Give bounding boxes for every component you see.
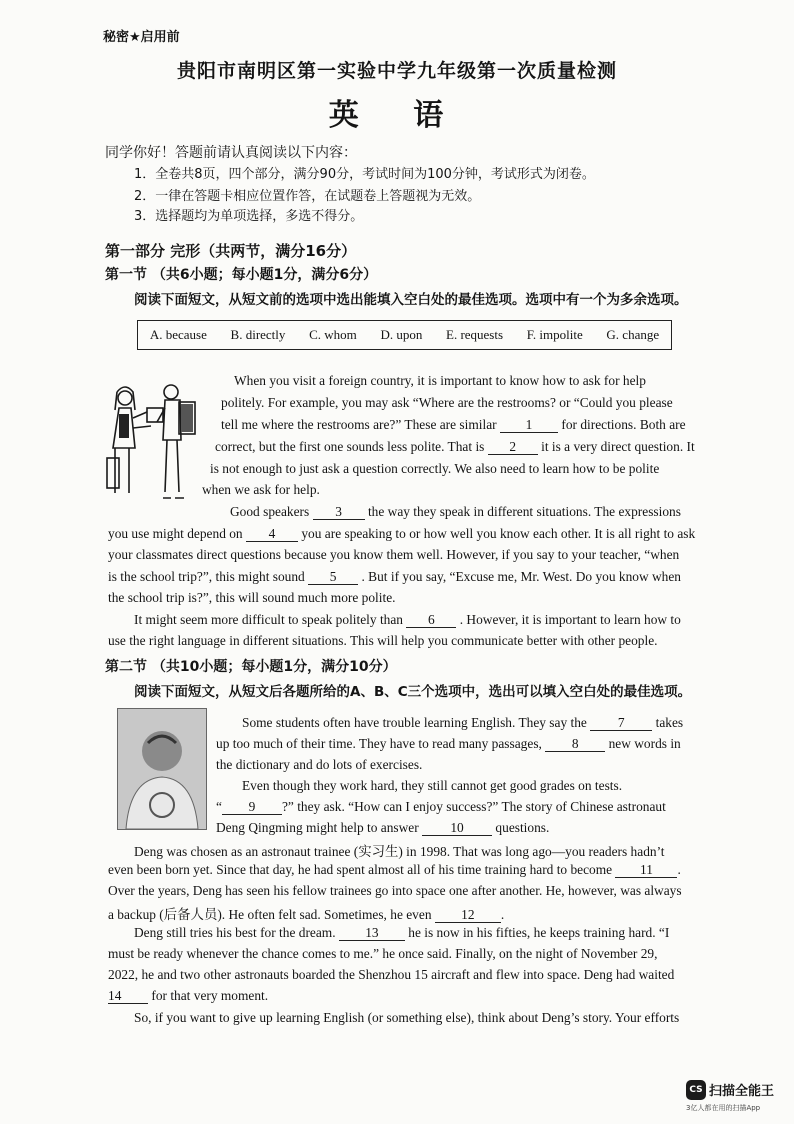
p2-line: 2022, he and two other astronauts boarded the Shenzhou 15 aircraft and flew into space. Deng had waited xyxy=(108,967,675,982)
option-d: D. upon xyxy=(380,327,423,342)
p2-line xyxy=(134,925,669,941)
p1-line xyxy=(108,569,681,585)
exam-title: 贵阳市南明区第一实验中学九年级第一次质量检测 xyxy=(176,60,617,82)
p2-text: takes xyxy=(655,715,684,730)
p1-text: correct, but the first one sounds less polite. That is xyxy=(215,439,485,454)
p2-text: he is now in his fifties, he keeps training hard. “I xyxy=(408,925,670,940)
section1-heading: 第一节 （共6小题；每小题1分，满分6分） xyxy=(105,267,378,283)
blank-1: 1 xyxy=(500,418,558,433)
blank-13: 13 xyxy=(339,926,405,941)
p2-text: even been born yet. Since that day, he had spent almost all of his time training hard to become xyxy=(108,862,613,877)
blank-10: 10 xyxy=(422,821,492,836)
p1-text: is the school trip?”, this might sound xyxy=(108,569,305,584)
p2-text: ?” they ask. “How can I enjoy success?” The story of Chinese astronaut xyxy=(281,799,666,814)
p2-text: “ xyxy=(216,799,222,814)
p1-line: politely. For example, you may ask “Where are the restrooms? or “Could you please xyxy=(221,395,673,410)
p2-line: So, if you want to give up learning English (or something else), think about Deng’s story. Your efforts xyxy=(134,1010,680,1025)
p1-text: tell me where the restrooms are?” These are similar xyxy=(221,417,497,432)
instruction-item: 1．全卷共8页，四个部分，满分90分，考试时间为100分钟，考试形式为闭卷。 xyxy=(134,167,595,182)
p1-text: you use might depend on xyxy=(108,526,243,541)
astronaut-photo xyxy=(117,708,207,830)
p2-line xyxy=(216,820,549,836)
instructions-greeting: 同学你好！答题前请认真阅读以下内容： xyxy=(105,145,357,161)
options-box xyxy=(137,320,672,350)
p2-text: up too much of their time. They have to read many passages, xyxy=(216,736,542,751)
p1-line: the school trip is?”, this will sound much more polite. xyxy=(108,590,396,605)
option-e: E. requests xyxy=(446,327,504,342)
part1-heading: 第一部分 完形（共两节，满分16分） xyxy=(105,242,357,260)
camscanner-name: 扫描全能王 xyxy=(709,1084,775,1099)
section2-heading: 第二节 （共10小题；每小题1分，满分10分） xyxy=(105,659,397,675)
p2-line xyxy=(216,736,681,752)
p2-text: new words in xyxy=(608,736,681,751)
p2-line: must be ready whenever the chance comes to me.” he once said. Finally, on the night of November 29, xyxy=(108,946,658,961)
p1-line xyxy=(108,526,695,542)
confidential-mark: 秘密★启用前 xyxy=(103,30,180,45)
option-g: G. change xyxy=(606,327,660,342)
p1-text: It might seem more difficult to speak politely than xyxy=(134,612,403,627)
blank-2: 2 xyxy=(488,440,538,455)
p2-text: a backup (后备人员). He often felt sad. Sometimes, he even xyxy=(108,907,432,922)
p2-line xyxy=(108,862,681,878)
option-c: C. whom xyxy=(309,327,357,342)
p1-text: you are speaking to or how well you know each other. It is all right to ask xyxy=(301,526,696,541)
p1-text: . However, it is important to learn how to xyxy=(459,612,681,627)
p2-line: Even though they work hard, they still cannot get good grades on tests. xyxy=(242,778,623,793)
p1-text: . But if you say, “Excuse me, Mr. West. Do you know when xyxy=(361,569,681,584)
blank-9: 9 xyxy=(222,800,282,815)
blank-7: 7 xyxy=(590,716,652,731)
blank-5: 5 xyxy=(308,570,358,585)
p1-line: when we ask for help. xyxy=(202,482,320,497)
p2-line: the dictionary and do lots of exercises. xyxy=(216,757,423,772)
p2-text: . xyxy=(677,862,681,877)
p2-line xyxy=(242,715,683,731)
camscanner-tagline: 3亿人都在用的扫描App xyxy=(686,1104,761,1112)
blank-14: 14 xyxy=(108,989,148,1004)
p1-line: is not enough to just ask a question correctly. We also need to learn how to be polite xyxy=(210,461,660,476)
blank-6: 6 xyxy=(406,613,456,628)
p1-line xyxy=(134,612,681,628)
p1-line xyxy=(215,439,695,455)
p1-line xyxy=(221,417,686,433)
p1-text: it is a very direct question. It xyxy=(541,439,695,454)
p1-line: use the right language in different situations. This will help you communicate better with other people. xyxy=(108,633,658,648)
p2-text: Deng Qingming might help to answer xyxy=(216,820,419,835)
blank-12: 12 xyxy=(435,908,501,923)
p2-text: Some students often have trouble learning English. They say the xyxy=(242,715,587,730)
section1-direction: 阅读下面短文，从短文前的选项中选出能填入空白处的最佳选项。选项中有一个为多余选项。 xyxy=(134,292,688,308)
p1-text: Good speakers xyxy=(230,504,310,519)
option-a: A. because xyxy=(149,327,207,342)
p1-text: the way they speak in different situations. The expressions xyxy=(367,504,681,519)
p2-line: Over the years, Deng has seen his fellow trainees go into space one after another. He, however, was always xyxy=(108,883,682,898)
section2-direction: 阅读下面短文，从短文后各题所给的A、B、C三个选项中，选出可以填入空白处的最佳选项。 xyxy=(134,684,692,700)
subject-title: 英 语 xyxy=(328,98,466,133)
p2-line xyxy=(216,799,666,815)
camscanner-logo-icon: CS xyxy=(686,1080,706,1100)
p2-text: . xyxy=(500,907,505,922)
p1-text: for directions. Both are xyxy=(561,417,686,432)
blank-3: 3 xyxy=(313,505,365,520)
option-f: F. impolite xyxy=(526,327,583,342)
p2-line: Deng was chosen as an astronaut trainee (实习生) in 1998. That was long ago—you readers hadn’t xyxy=(134,844,665,859)
travellers-illustration xyxy=(103,378,203,510)
instruction-item: 2．一律在答题卡相应位置作答，在试题卷上答题视为无效。 xyxy=(134,189,481,204)
p1-line: your classmates direct questions because you know them well. However, if you say to your teacher, “when xyxy=(108,547,680,562)
blank-4: 4 xyxy=(246,527,298,542)
instruction-item: 3．选择题均为单项选择，多选不得分。 xyxy=(134,209,364,224)
p2-text: questions. xyxy=(495,820,550,835)
p2-line xyxy=(108,904,504,923)
option-b: B. directly xyxy=(230,327,286,342)
p1-line: When you visit a foreign country, it is important to know how to ask for help xyxy=(234,373,646,388)
blank-8: 8 xyxy=(545,737,605,752)
p2-line xyxy=(108,988,268,1004)
p2-text: for that very moment. xyxy=(151,988,269,1003)
blank-11: 11 xyxy=(615,863,677,878)
p1-line xyxy=(230,504,681,520)
p2-text: Deng still tries his best for the dream. xyxy=(134,925,336,940)
